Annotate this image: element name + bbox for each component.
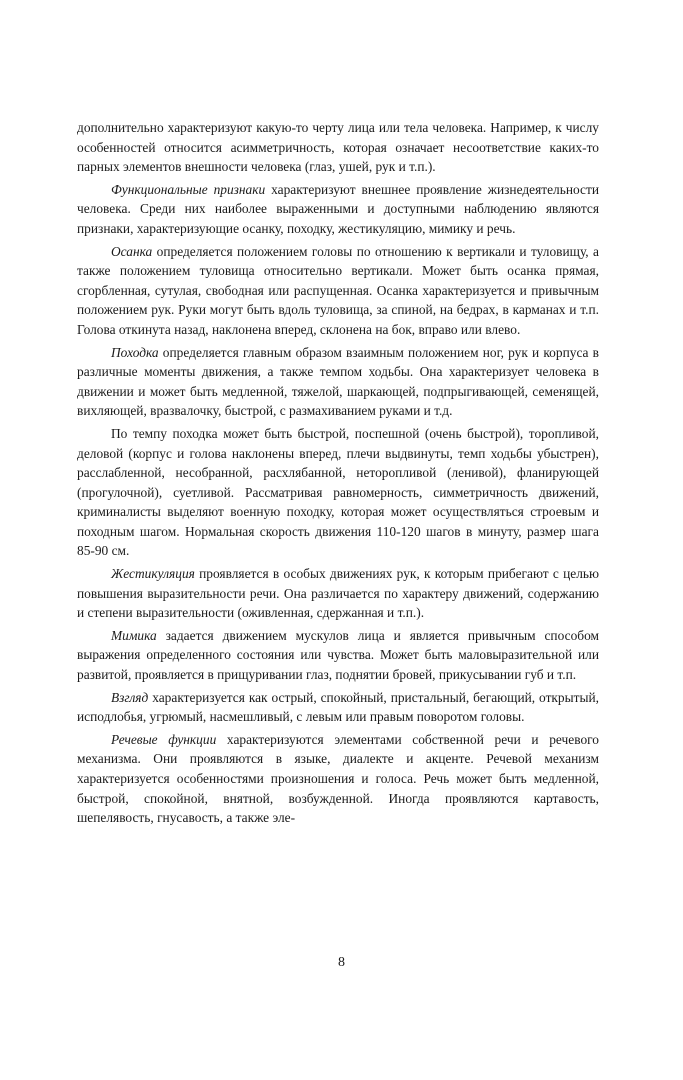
paragraph-functional-signs [77, 180, 599, 239]
paragraph-gait [77, 343, 599, 421]
paragraph-gestures [77, 564, 599, 623]
paragraph-3-text: определяется положением головы по отношению к вертикали и туловищу, а также положением туловища относительно вертикали. Может быть осанка прямая, сгорбленная, сутулая, свободная или распущенная. Осанка характеризуется и привычным положением рук. Руки могут быть вдоль туловища, за спиной, на бедрах, в карманах и т.п. Голова откинута назад, наклонена вперед, склонена на бок, вправо или влево. [77, 243, 599, 337]
paragraph-6-text: проявляется в особых движениях рук, к которым прибегают с целью повышения выразительности речи. Она различается по характеру движений, содержанию и степени выразительности (оживленная, сдержанная и т.п.). [77, 566, 599, 621]
paragraph-1 [77, 118, 599, 177]
paragraph-mimicry [77, 626, 599, 685]
paragraph-4-text: определяется главным образом взаимным положением ног, рук и корпуса в различные моменты движения, а также темпом ходьбы. Она характеризует человека в движении и может быть медленной, тяжелой, шаркающей, подпрыгивающей, семенящей, вихляющей, вразвалочку, быстрой, с размахиванием руками и т.д. [77, 344, 599, 419]
term-speech: Речевые функции [111, 731, 217, 747]
term-functional-signs: Функциональные признаки [111, 181, 266, 197]
page-number: 8 [338, 955, 345, 970]
paragraph-7-text: задается движением мускулов лица и является привычным способом выражения определенного состояния или чувства. Может быть маловыразительной или развитой, проявляется в прищуривании глаз, поднятии бровей, прикусывании губ и т.п. [77, 627, 599, 683]
paragraph-8-text: характеризуется как острый, спокойный, пристальный, бегающий, открытый, исподлобья, угрюмый, насмешливый, с левым или правым поворотом головы. [77, 689, 599, 725]
paragraph-2-text: характеризуют внешнее проявление жизнедеятельности человека. Среди них наиболее выраженными и доступными наблюдению являются признаки, характеризующие осанку, походку, жестикуляцию, мимику и речь. [77, 181, 599, 236]
term-gaze: Взгляд [111, 689, 149, 705]
paragraph-gait-tempo [77, 424, 599, 561]
term-posture: Осанка [111, 243, 153, 259]
paragraph-gaze [77, 688, 599, 727]
paragraph-9-text: характеризуются элементами собственной речи и речевого механизма. Они проявляются в языке, диалекте и акценте. Речевой механизм характеризуется особенностями произношения и голоса. Речь может быть медленной, быстрой, спокойной, внятной, возбужденной. Иногда проявляются картавость, шепелявость, гнусавость, а также эле- [77, 731, 599, 826]
term-mimicry: Мимика [111, 627, 157, 643]
page-body [77, 118, 599, 831]
paragraph-5-text: По темпу походка может быть быстрой, поспешной (очень быстрой), торопливой, деловой (корпус и голова наклонены вперед, плечи выдвинуты, темп ходьбы убыстрен), расслабленной, несобранной, расхлябанной, неторопливой (ленивой), фланирующей (прогулочной), суетливой. Рассматривая равномерность, симметричность движений, криминалисты выделяют военную походку, которая может осуществляться строевым и походным шагом. Нормальная скорость движения 110-120 шагов в минуту, размер шага 85-90 см. [77, 425, 599, 559]
paragraph-speech [77, 730, 599, 828]
paragraph-1-text: дополнительно характеризуют какую-то черту лица или тела человека. Например, к числу особенностей относится асимметричность, которая означает несоответствие каких-то парных элементов внешности человека (глаз, ушей, рук и т.п.). [77, 120, 599, 175]
term-gait: Походка [111, 344, 159, 360]
term-gestures: Жестикуляция [111, 566, 195, 582]
paragraph-posture [77, 242, 599, 340]
